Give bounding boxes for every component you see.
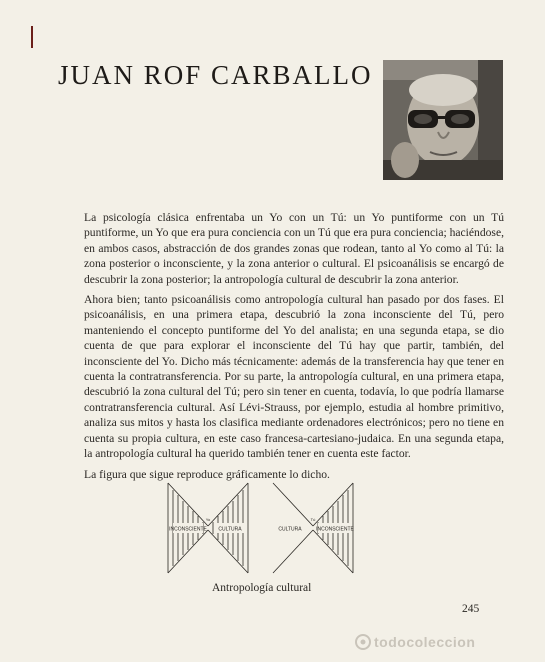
watermark: todocoleccion bbox=[374, 634, 476, 650]
paragraph-1: La psicología clásica enfrentaba un Yo con un Tú: un Yo puntiforme con un Tú puntiforme, un Yo que era pura conciencia con un Tú que era pura conciencia; haciéndose, en ambos casos, abstracción de dos grandes zonas que rodean, tanto al Yo como al Tú: la zona posterior o inconsciente, y la zona anterior o cultural. El psicoanálisis se encargó de descubrir la zona posterior; la antropología cultural de descubrir la zona anterior. bbox=[84, 211, 504, 286]
right-label-tu: Tú bbox=[310, 517, 316, 522]
margin-mark bbox=[31, 26, 33, 48]
right-label-cultura: CULTURA bbox=[278, 526, 302, 533]
paragraph-3: La figura que sigue reproduce gráficamente lo dicho. bbox=[84, 467, 330, 481]
page-number: 245 bbox=[462, 603, 480, 615]
right-label-inconsciente: INCONSCIENTE bbox=[316, 526, 354, 533]
author-photo bbox=[383, 60, 503, 180]
left-label-yo: Yo bbox=[205, 517, 211, 522]
left-label-cultura: CULTURA bbox=[218, 526, 242, 533]
page-title: JUAN ROF CARBALLO bbox=[58, 60, 373, 90]
left-label-inconsciente: INCONSCIENTE bbox=[169, 526, 207, 533]
watermark-logo-icon bbox=[355, 634, 371, 650]
diagram-figure bbox=[163, 478, 363, 578]
paragraph-2: Ahora bien; tanto psicoanálisis como antropología cultural han pasado por dos fases. El psicoanálisis, en una primera etapa, descubrió la zona inconsciente del Tú, pero manteniendo el concepto puntiforme del Yo del analista; en una segunda etapa, se dio cuenta de que para explorar el inconsciente del Tú hay que partir, también, del inconsciente del Yo. Dicho más técnicamente: además de la transferencia hay que tener en cuenta la contratransferencia. Por su parte, la antropología cultural, en una primera etapa, descubrió la zona cultural del Tú; pero sin tener en cuenta, todavía, lo que podría llamarse contratransferencia cultural. Así Lévi-Strauss, por ejemplo, estudia al hombre primitivo, analiza sus mitos y hasta los clasifica mediante ordenadores electrónicos; pero no tiene en cuenta su propia cultura, en este caso francesa-cartesiano-judaica. En una segunda etapa, la antropología cultural ha querido también tener en cuenta este factor. bbox=[84, 293, 504, 461]
body-text bbox=[84, 210, 504, 487]
figure-caption: Antropología cultural bbox=[212, 582, 312, 594]
